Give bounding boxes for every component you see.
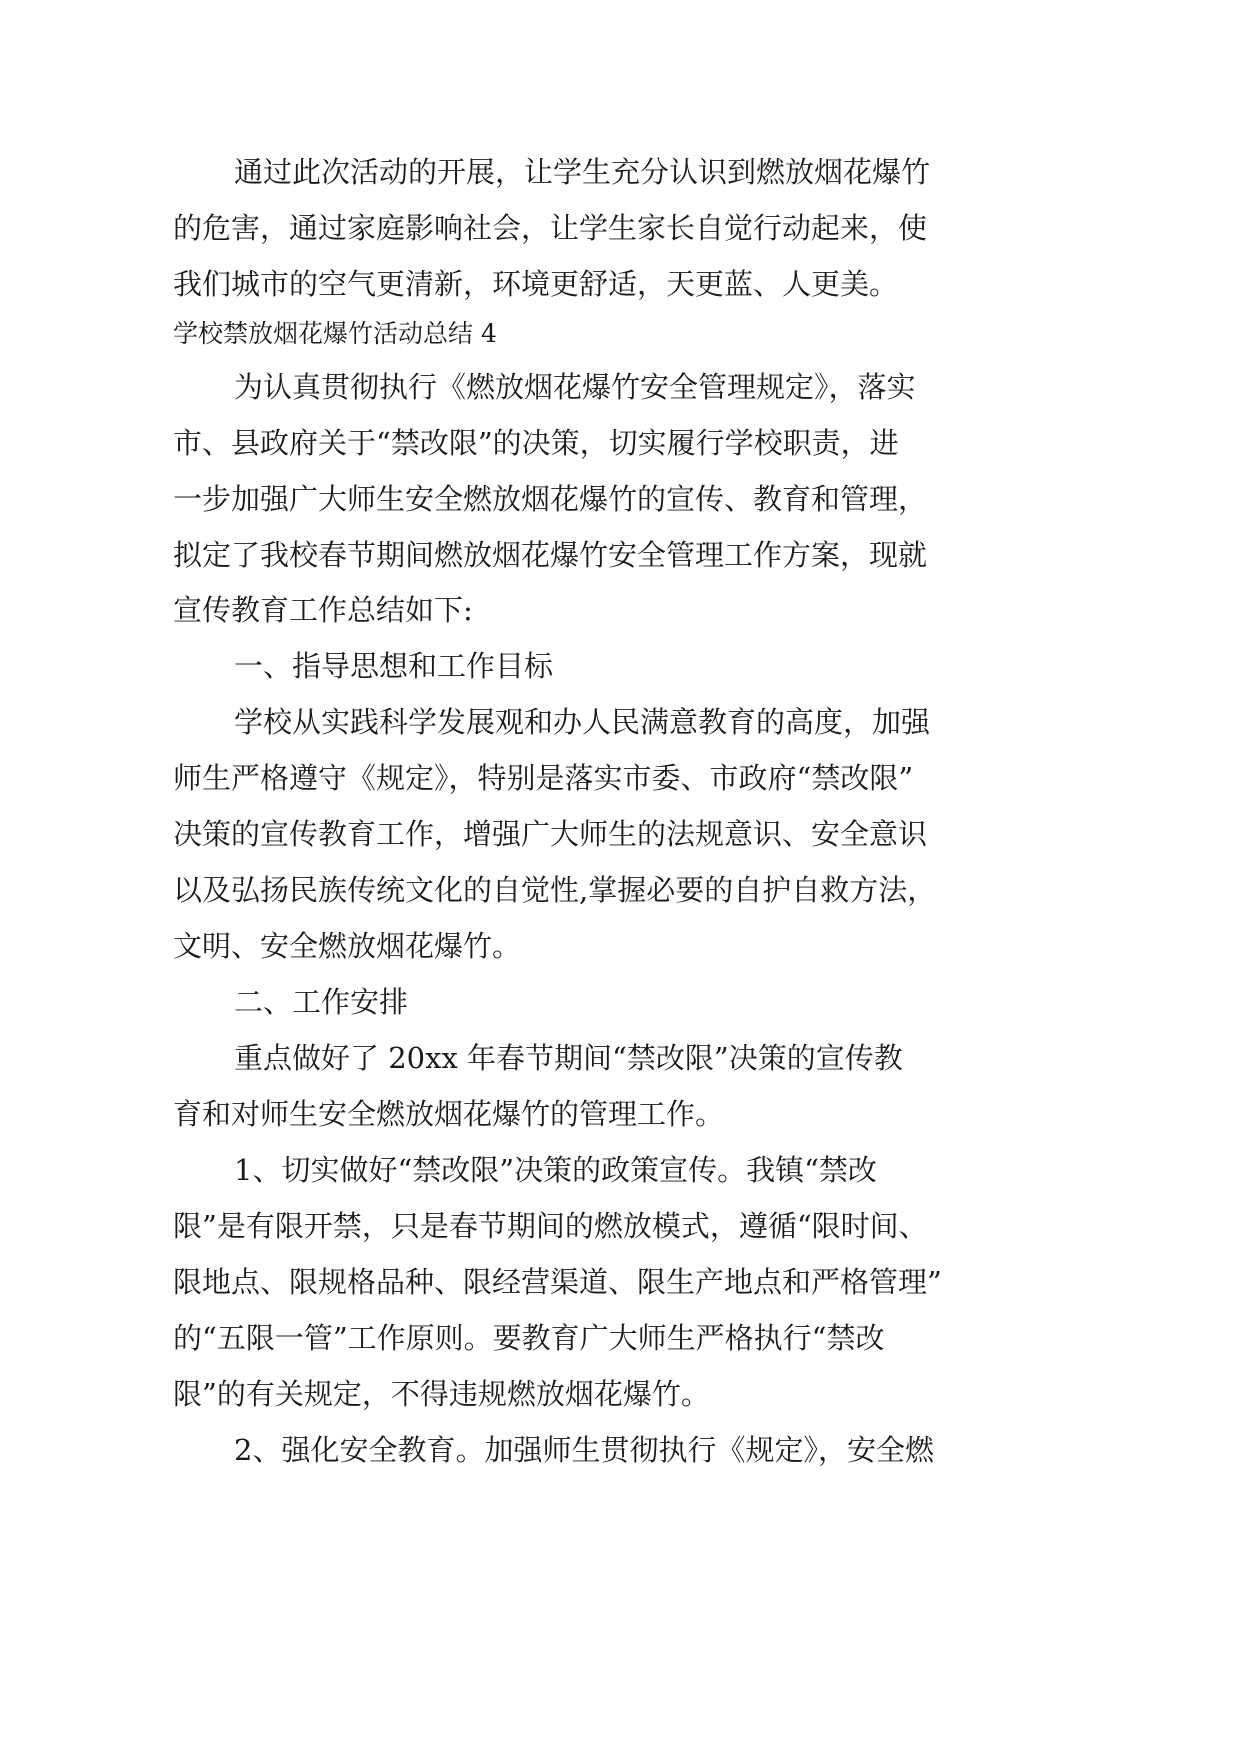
body-line: 育和对师生安全燃放烟花爆竹的管理工作。 bbox=[173, 1097, 725, 1131]
body-line: 一步加强广大师生安全燃放烟花爆竹的宣传、教育和管理， bbox=[173, 482, 928, 516]
body-line: 学校从实践科学发展观和办人民满意教育的高度，加强 bbox=[234, 705, 931, 739]
body-line: 决策的宣传教育工作，增强广大师生的法规意识、安全意识 bbox=[173, 817, 928, 851]
body-line: 的危害，通过家庭影响社会，让学生家长自觉行动起来，使 bbox=[173, 211, 928, 245]
body-line: 文明、安全燃放烟花爆竹。 bbox=[173, 929, 522, 963]
body-line: 宣传教育工作总结如下: bbox=[173, 593, 473, 627]
body-line: 重点做好了 20xx 年春节期间“禁改限”决策的宣传教 bbox=[234, 1041, 903, 1075]
body-line: 1、切实做好“禁改限”决策的政策宣传。我镇“禁改 bbox=[234, 1153, 877, 1187]
body-line: 拟定了我校春节期间燃放烟花爆竹安全管理工作方案，现就 bbox=[173, 538, 928, 572]
body-line: 我们城市的空气更清新，环境更舒适，天更蓝、人更美。 bbox=[173, 267, 899, 301]
body-line: 市、县政府关于“禁改限”的决策，切实履行学校职责，进 bbox=[173, 426, 899, 460]
body-line: 的“五限一管”工作原则。要教育广大师生严格执行“禁改 bbox=[173, 1321, 885, 1355]
body-line: 通过此次活动的开展，让学生充分认识到燃放烟花爆竹 bbox=[234, 155, 931, 189]
subheading: 一、指导思想和工作目标 bbox=[234, 649, 554, 683]
body-line: 为认真贯彻执行《燃放烟花爆竹安全管理规定》，落实 bbox=[234, 370, 916, 404]
body-line: 师生严格遵守《规定》，特别是落实市委、市政府“禁改限” bbox=[173, 761, 914, 795]
subheading: 二、工作安排 bbox=[234, 985, 409, 1019]
body-line: 限”的有关规定，不得违规燃放烟花爆竹。 bbox=[173, 1377, 710, 1411]
body-line: 限”是有限开禁，只是春节期间的燃放模式，遵循“限时间、 bbox=[173, 1209, 928, 1243]
section-heading: 学校禁放烟花爆竹活动总结 4 bbox=[173, 319, 497, 348]
body-line: 限地点、限规格品种、限经营渠道、限生产地点和严格管理” bbox=[173, 1265, 942, 1299]
body-line: 2、强化安全教育。加强师生贯彻执行《规定》，安全燃 bbox=[234, 1433, 934, 1467]
body-line: 以及弘扬民族传统文化的自觉性,掌握必要的自护自救方法， bbox=[173, 873, 937, 907]
